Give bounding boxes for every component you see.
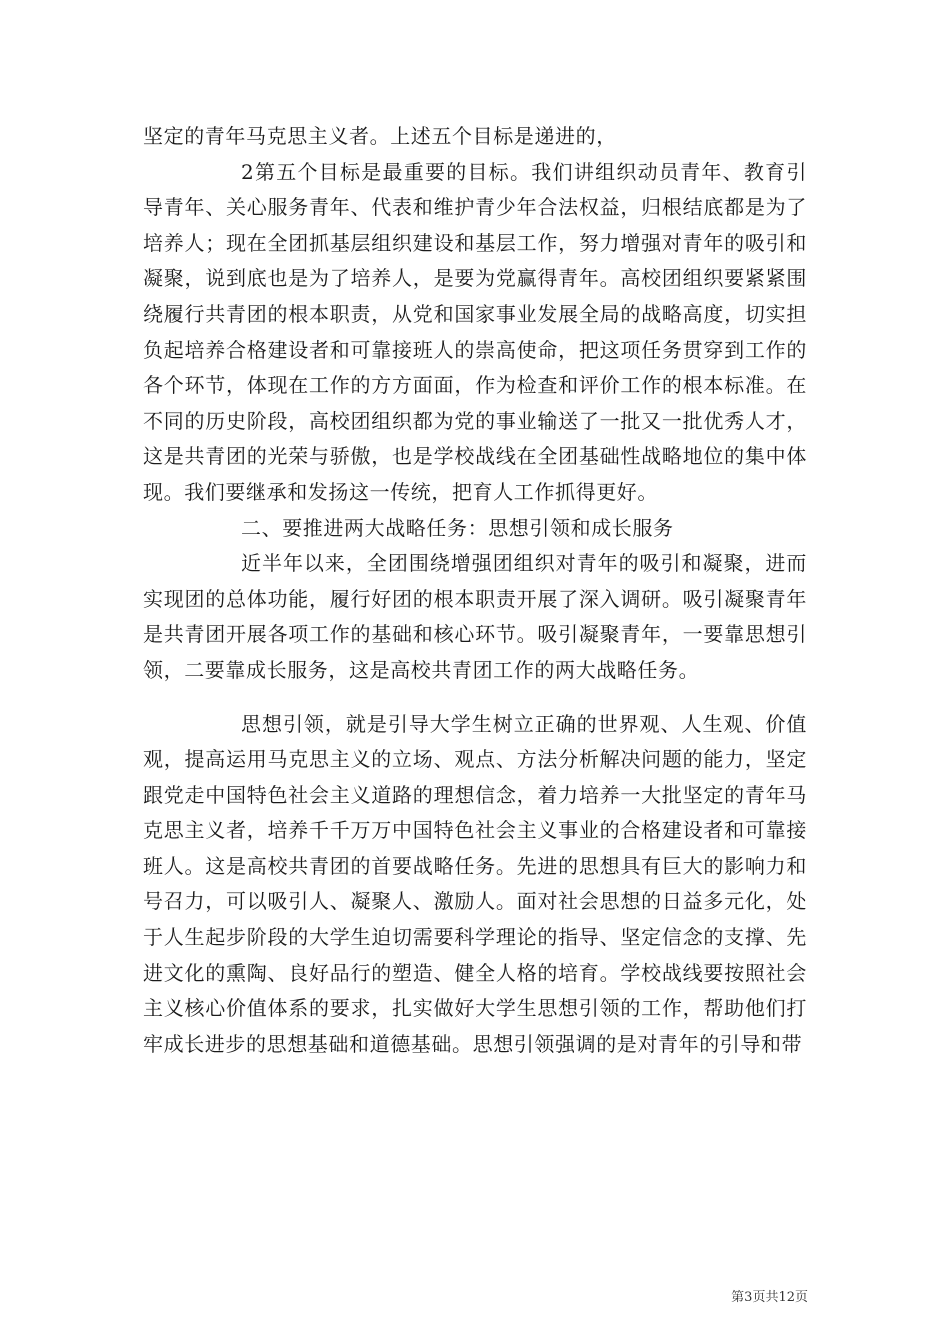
paragraph-3: 近半年以来，全团围绕增强团组织对青年的吸引和凝聚，进而实现团的总体功能，履行好团的根本职责开展了深入调研。吸引凝聚青年是共青团开展各项工作的基础和核心环节。吸引凝聚青年，一要靠思想引领，二要靠成长服务，这是高校共青团工作的两大战略任务。 [143, 551, 807, 682]
paragraph-2: 2第五个目标是最重要的目标。我们讲组织动员青年、教育引导青年、关心服务青年、代表和维护青少年合法权益，归根结底都是为了培养人；现在全团抓基层组织建设和基层工作，努力增强对青年的吸引和凝聚，说到底也是为了培养人，是要为党赢得青年。高校团组织要紧紧围绕履行共青团的根本职责，从党和国家事业发展全局的战略高度，切实担负起培养合格建设者和可靠接班人的崇高使命，把这项任务贯穿到工作的各个环节，体现在工作的方方面面，作为检查和评价工作的根本标准。在不同的历史阶段，高校团组织都为党的事业输送了一批又一批优秀人才，这是共青团的光荣与骄傲，也是学校战线在全团基础性战略地位的集中体现。我们要继承和发扬这一传统，把育人工作抓得更好。 [143, 159, 807, 504]
section-heading: 二、要推进两大战略任务：思想引领和成长服务 [241, 515, 674, 540]
page-number-footer: 第3页共12页 [731, 1290, 808, 1305]
paragraph-gap [143, 689, 807, 707]
paragraph-4: 思想引领，就是引导大学生树立正确的世界观、人生观、价值观，提高运用马克思主义的立场、观点、方法分析解决问题的能力，坚定跟党走中国特色社会主义道路的理想信念，着力培养一大批坚定的青年马克思主义者，培养千千万万中国特色社会主义事业的合格建设者和可靠接班人。这是高校共青团的首要战略任务。先进的思想具有巨大的影响力和号召力，可以吸引人、凝聚人、激励人。面对社会思想的日益多元化，处于人生起步阶段的大学生迫切需要科学理论的指导、坚定信念的支撑、先进文化的熏陶、良好品行的塑造、健全人格的培育。学校战线要按照社会主义核心价值体系的要求，扎实做好大学生思想引领的工作，帮助他们打牢成长进步的思想基础和道德基础。思想引领强调的是对青年的引导和带 [143, 711, 807, 1056]
paragraph-1: 坚定的青年马克思主义者。上述五个目标是递进的， [143, 124, 617, 148]
body-text [143, 119, 807, 1062]
